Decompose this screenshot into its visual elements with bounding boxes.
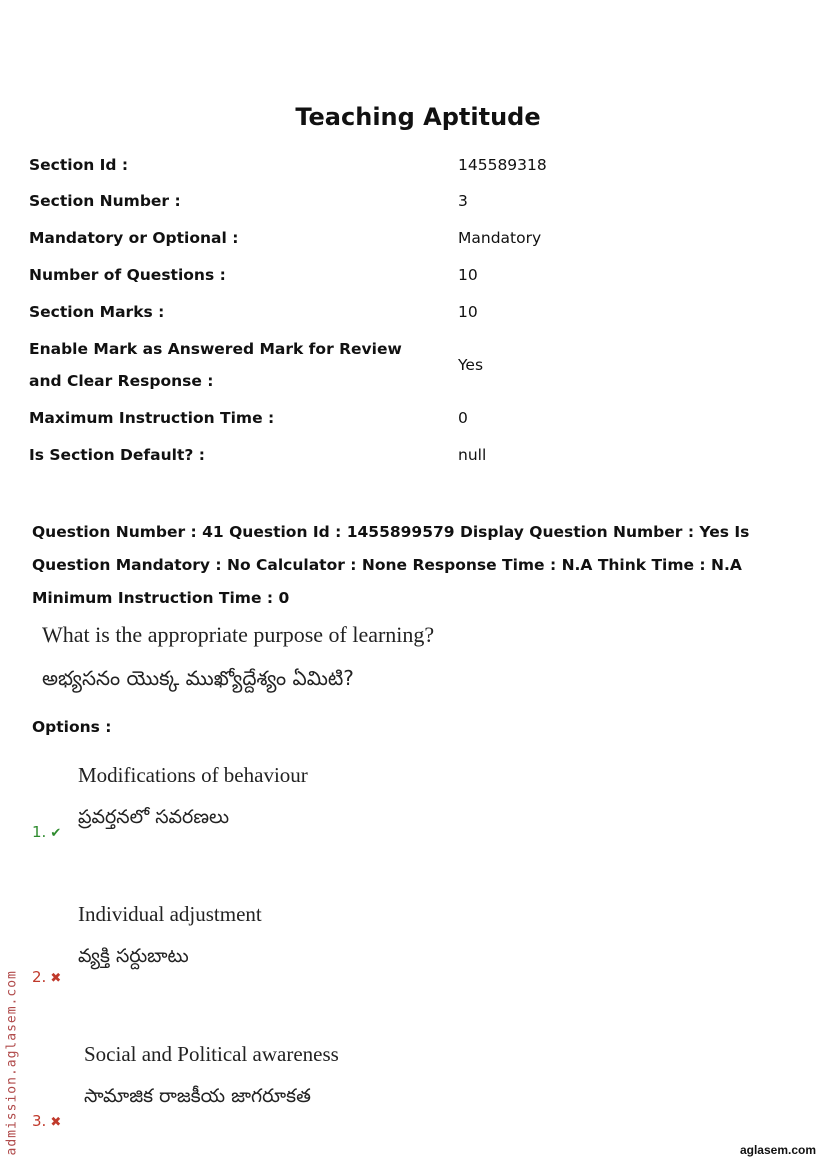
option-2-number-label: 2. <box>32 968 47 986</box>
question-header: Question Number : 41 Question Id : 1455899579 Display Question Number : Yes Is Question Mandatory : No Calculator : None Response Time : N.A Think Time : N.A Minimum Instruction Time : 0 <box>32 523 750 607</box>
footer-brand[interactable]: aglasem.com <box>739 1143 816 1157</box>
options-label: Options : <box>32 718 112 736</box>
option-1-text-telugu: ప్రవర్తనలో సవరణలు <box>78 806 230 828</box>
option-1-number <box>32 823 61 841</box>
wrong-cross-icon: ✖ <box>50 971 62 986</box>
section-number-label: Section Number : <box>29 192 181 210</box>
num-questions-value: 10 <box>458 266 478 284</box>
section-default-value: null <box>458 446 487 464</box>
watermark-text: admission.aglasem.com <box>4 970 20 1156</box>
max-instruction-label: Maximum Instruction Time : <box>29 409 275 427</box>
option-2-number <box>32 968 61 986</box>
option-3-text-telugu: సామాజిక రాజకీయ జాగరూకత <box>84 1085 311 1107</box>
question-text-english: What is the appropriate purpose of learning? <box>42 622 435 647</box>
section-number-value: 3 <box>458 192 468 210</box>
section-marks-value: 10 <box>458 303 478 321</box>
option-1-text-english: Modifications of behaviour <box>78 763 308 787</box>
num-questions-label: Number of Questions : <box>29 266 226 284</box>
section-marks-label: Section Marks : <box>29 303 165 321</box>
mandatory-value: Mandatory <box>458 229 542 247</box>
section-id-label: Section Id : <box>29 156 129 174</box>
page-title: Teaching Aptitude <box>295 103 541 131</box>
section-id-value: 145589318 <box>458 156 547 174</box>
option-2-text-english: Individual adjustment <box>78 902 262 926</box>
option-2-text-telugu: వ్యక్తి సర్దుబాటు <box>78 945 189 967</box>
option-3-number <box>32 1112 61 1130</box>
wrong-cross-icon: ✖ <box>50 1115 62 1130</box>
max-instruction-value: 0 <box>458 409 468 427</box>
option-3-text-english: Social and Political awareness <box>84 1042 339 1066</box>
watermark <box>2 945 20 1160</box>
enable-mark-label: Enable Mark as Answered Mark for Review and Clear Response : <box>29 340 402 390</box>
option-3-number-label: 3. <box>32 1112 47 1130</box>
mandatory-label: Mandatory or Optional : <box>29 229 239 247</box>
section-default-label: Is Section Default? : <box>29 446 205 464</box>
enable-mark-value: Yes <box>458 356 484 374</box>
question-text-telugu: అభ్యసనం యొక్క ముఖ్యోద్దేశ్యం ఏమిటి? <box>42 666 354 690</box>
correct-check-icon: ✔ <box>50 826 62 841</box>
option-1-number-label: 1. <box>32 823 47 841</box>
